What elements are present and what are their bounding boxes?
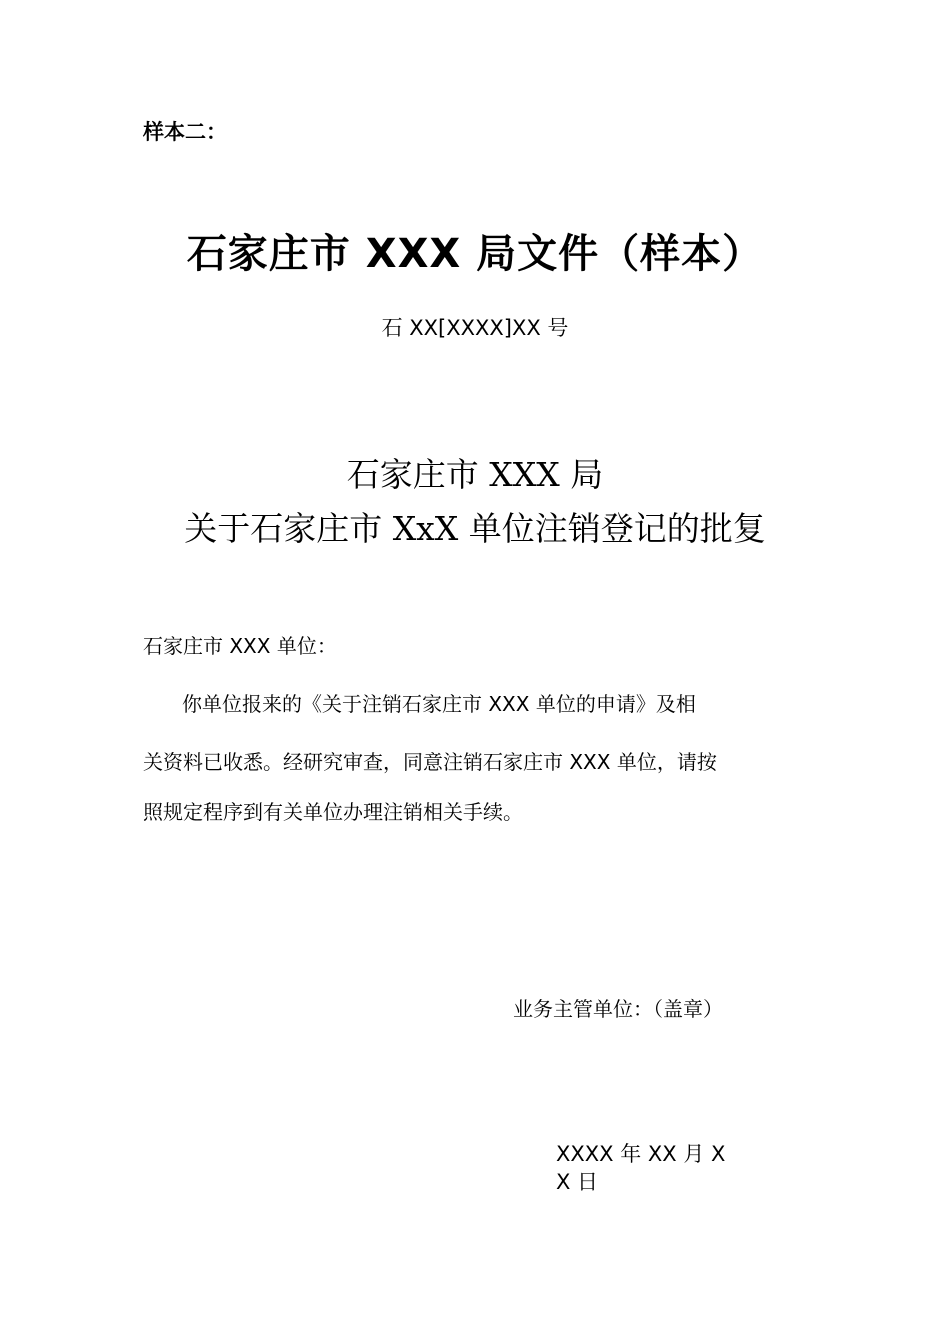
date-line-2: X 日: [556, 1170, 599, 1194]
body-paragraph-line-1: 你单位报来的《关于注销石家庄市 XXX 单位的申请》及相: [182, 692, 696, 716]
date-line-1: XXXX 年 XX 月 X: [556, 1142, 726, 1166]
body-paragraph-line-3: 照规定程序到有关单位办理注销相关手续。: [143, 800, 523, 824]
document-title-line-2: 关于石家庄市 XxX 单位注销登记的批复: [184, 509, 766, 548]
document-title-line-1: 石家庄市 XXX 局: [346, 455, 604, 494]
document-number: 石 XX[XXXX]XX 号: [381, 316, 569, 340]
body-paragraph-line-2: 关资料已收悉。经研究审查，同意注销石家庄市 XXX 单位，请按: [143, 750, 717, 774]
document-header: 石家庄市 XXX 局文件（样本）: [186, 231, 764, 277]
sample-label: 样本二：: [143, 120, 227, 144]
issuer-seal-line: 业务主管单位：（盖章）: [513, 997, 723, 1021]
addressee: 石家庄市 XXX 单位：: [143, 634, 337, 658]
